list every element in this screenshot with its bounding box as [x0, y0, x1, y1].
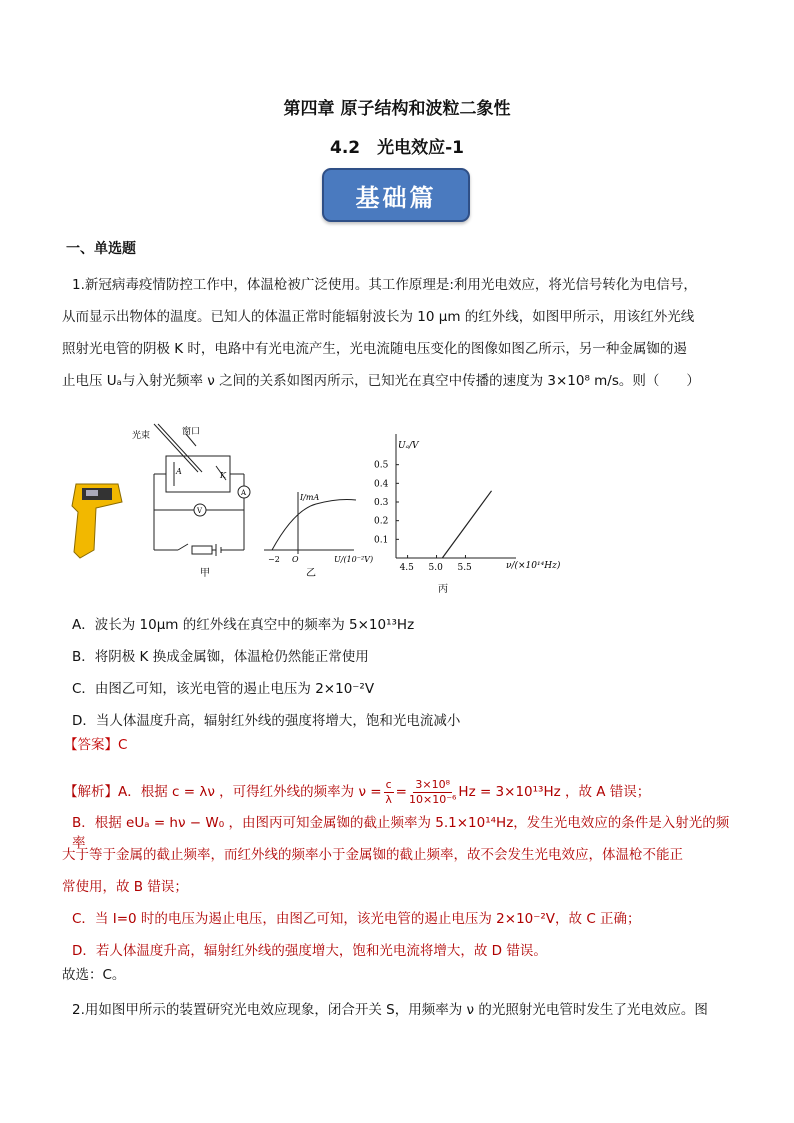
bing-ylabel: Uₐ/V [398, 441, 419, 451]
bing-xtick-label: 5.0 [428, 563, 443, 573]
bing-series-line [442, 491, 491, 558]
bing-xlabel: ν/(×10¹⁴Hz) [506, 561, 561, 571]
analysis-label: 【解析】 [64, 784, 118, 800]
yi-xlabel: U/(10⁻²V) [334, 555, 374, 564]
fraction-value [409, 778, 456, 807]
analysis-a-post: Hz = 3×10¹³Hz ，故 A 错误； [458, 784, 651, 800]
graph-bing [374, 434, 516, 573]
anode-label: A [176, 467, 182, 476]
frac2-num: 3×10⁸ [415, 777, 451, 791]
q2-stem-line1: 2.用如图甲所示的装置研究光电效应现象，闭合开关 S，用频率为 ν 的光照射光电管时发生了光电效应。图 [72, 1002, 708, 1018]
fraction-c-over-lambda [384, 778, 394, 807]
q1-stem-line2: 从而显示出物体的温度。已知人的体温正常时能辐射波长为 10 μm 的红外线，如图甲所示，用该红外光线 [62, 309, 695, 325]
yi-ylabel: I/mA [300, 493, 320, 502]
bing-ytick-label: 0.1 [374, 535, 389, 546]
bing-ytick-label: 0.5 [374, 460, 389, 471]
q1-answer [64, 735, 724, 755]
yi-neg-tick: −2 [268, 555, 280, 564]
frac1-num: c [385, 777, 392, 791]
figure-yi-label: 乙 [306, 568, 316, 579]
answer-value: C [118, 737, 128, 753]
ammeter-label: A [241, 489, 247, 497]
analysis-b-line1: B．根据 eUₐ = hν − W₀ ，由图丙可知金属铷的截止频率为 5.1×10¹⁴Hz，发生光电效应的条件是入射光的频率 [72, 815, 730, 851]
conclusion: 故选：C。 [62, 967, 126, 983]
analysis-b-line2: 大于等于金属的截止频率，而红外线的频率小于金属铷的截止频率，故不会发生光电效应，体温枪不能正 [62, 847, 683, 863]
cathode-label: K [220, 471, 226, 480]
q1-figure [66, 420, 586, 600]
yi-origin: O [292, 555, 299, 564]
analysis-a [64, 774, 724, 810]
analysis-a-eq: = [395, 784, 407, 800]
thermometer-gun-image [72, 484, 122, 558]
q1-stem-line4: 止电压 Uₐ与入射光频率 ν 之间的关系如图丙所示，已知光在真空中传播的速度为 3×10⁸ m/s。则（ ） [62, 373, 700, 389]
bing-ytick-label: 0.4 [374, 479, 389, 490]
q1-option-a: A．波长为 10μm 的红外线在真空中的频率为 5×10¹³Hz [72, 617, 415, 633]
bing-ytick-label: 0.2 [374, 516, 389, 527]
bing-xtick-label: 4.5 [399, 563, 414, 573]
window-label: 窗口 [182, 427, 201, 437]
frac2-den: 10×10⁻⁶ [408, 792, 457, 806]
section-title: 4.2 光电效应-1 [330, 138, 464, 158]
chapter-title: 第四章 原子结构和波粒二象性 [283, 99, 511, 119]
section-heading: 一、单选题 [66, 241, 136, 257]
bing-xtick-label: 5.5 [457, 563, 472, 573]
q1-stem-line1: 1.新冠病毒疫情防控工作中，体温枪被广泛使用。其工作原理是:利用光电效应，将光信号转化为电信号， [72, 277, 697, 293]
light-label: 光束 [132, 431, 151, 441]
q1-option-b: B．将阴极 K 换成金属铷，体温枪仍然能正常使用 [72, 649, 369, 665]
voltmeter-label: V [197, 507, 203, 515]
analysis-c: C．当 I=0 时的电压为遏止电压，由图乙可知，该光电管的遏止电压为 2×10⁻²V，故 C 正确； [72, 911, 641, 927]
analysis-b-line3: 常使用，故 B 错误； [62, 879, 188, 895]
answer-label: 【答案】 [64, 737, 118, 753]
circuit-jia [154, 424, 250, 556]
frac1-den: λ [385, 792, 392, 806]
figure-bing-label: 丙 [438, 584, 448, 595]
q1-stem-line3: 照射光电管的阴极 K 时，电路中有光电流产生，光电流随电压变化的图像如图乙所示，另一种金属铷的遏 [62, 341, 687, 357]
analysis-d: D．若人体温度升高，辐射红外线的强度增大，饱和光电流将增大，故 D 错误。 [72, 943, 547, 959]
figure-jia-label: 甲 [200, 568, 210, 579]
q1-option-c: C．由图乙可知，该光电管的遏止电压为 2×10⁻²V [72, 681, 375, 697]
analysis-a-pre: A．根据 c = λν ，可得红外线的频率为 ν = [118, 784, 382, 800]
q1-option-d: D．当人体温度升高，辐射红外线的强度将增大，饱和光电流减小 [72, 713, 461, 729]
bing-ytick-label: 0.3 [374, 498, 389, 508]
level-badge: 基础篇 [322, 168, 470, 222]
